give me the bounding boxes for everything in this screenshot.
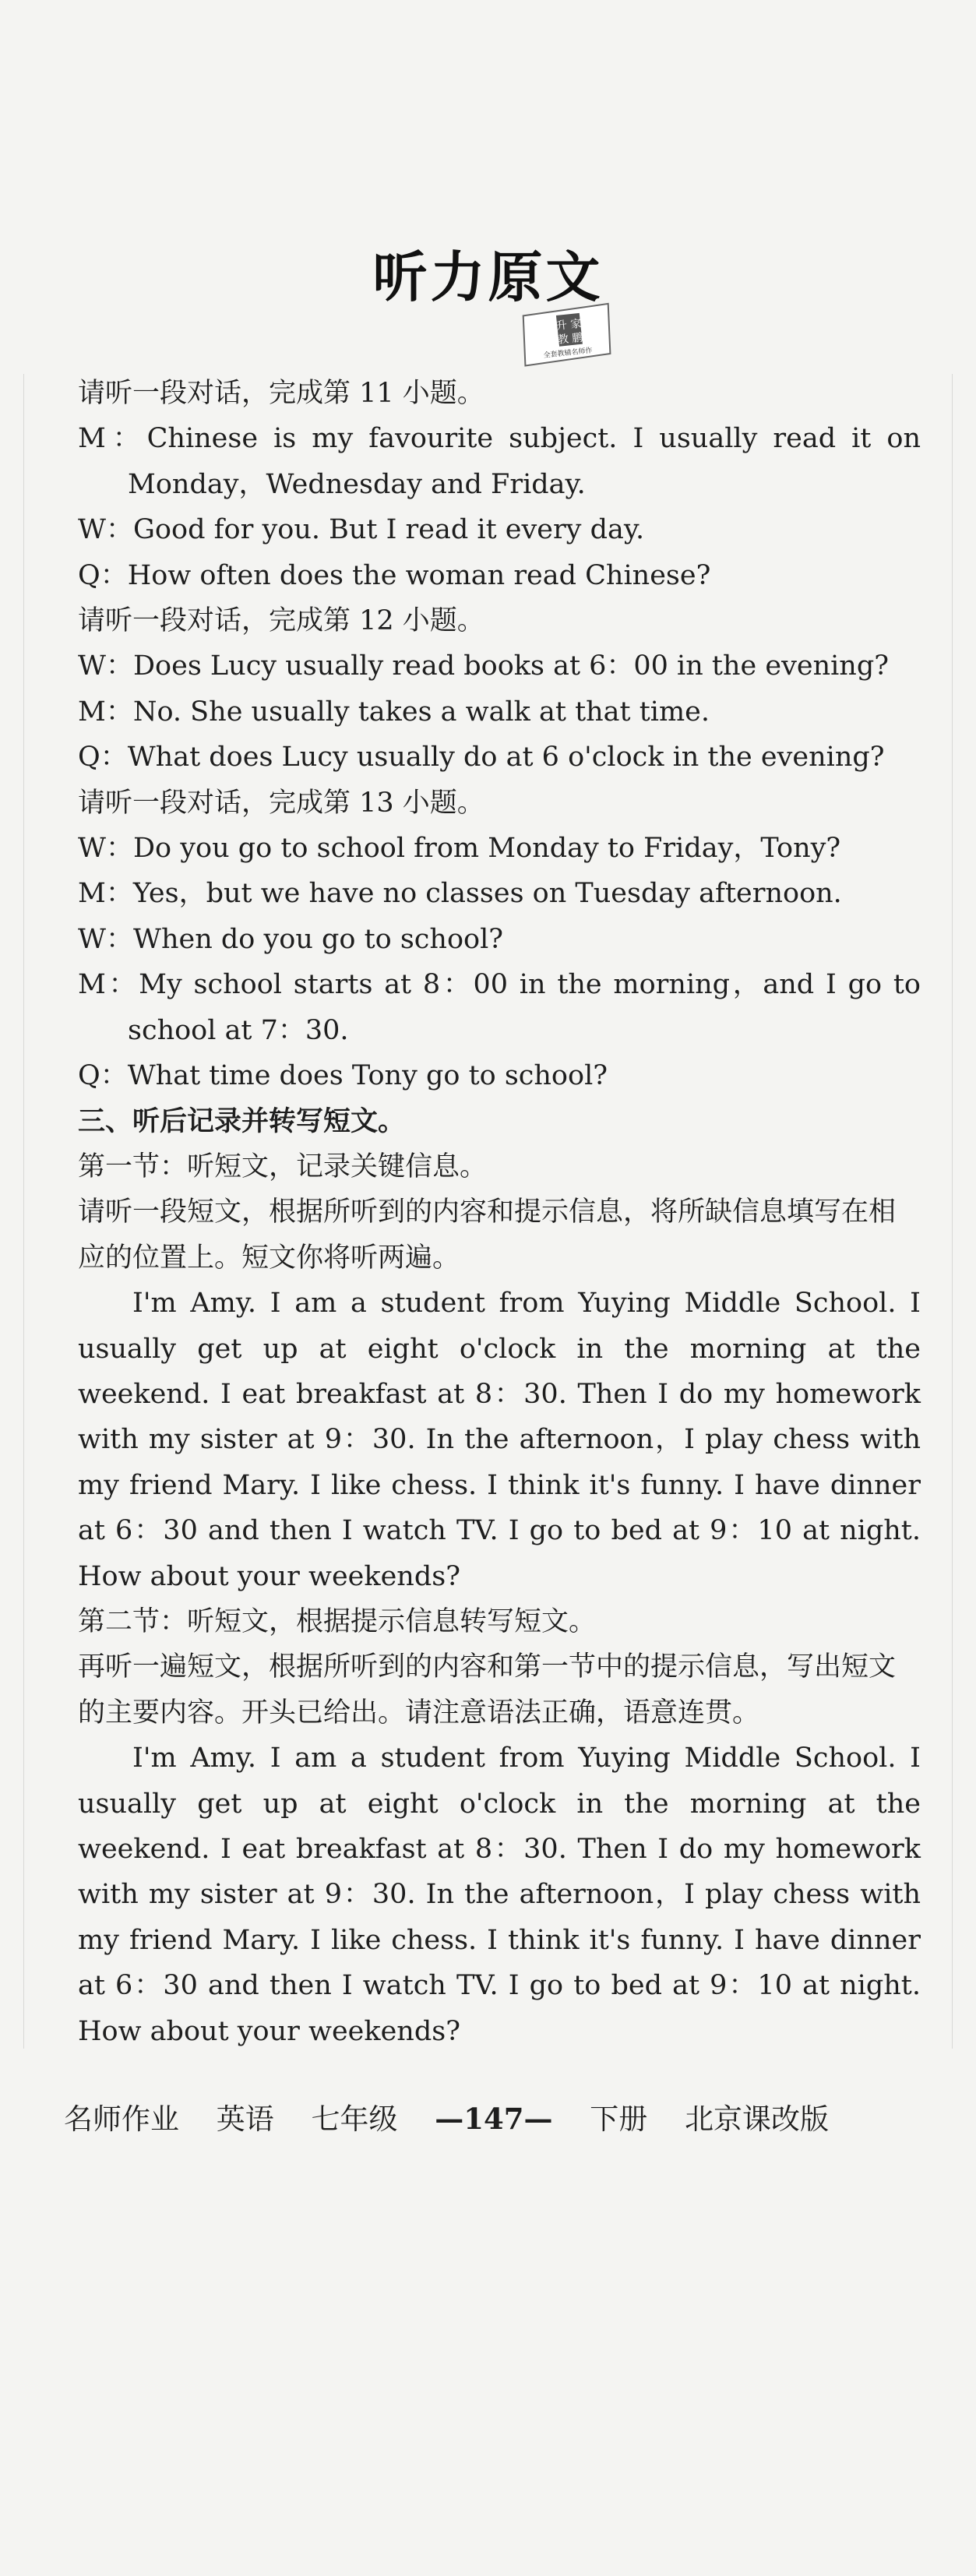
section-heading: 三、听后记录并转写短文。 — [78, 1105, 406, 1137]
question-line: Q：How often does the woman read Chinese? — [78, 559, 711, 591]
stamp-line2: 教 鹏 — [557, 331, 584, 347]
question-line: Q：What time does Tony go to school? — [78, 1060, 608, 1092]
dialogue-line: W：When do you go to school? — [78, 923, 504, 955]
dialogue-line: W：Does Lucy usually read books at 6：00 in the evening? — [78, 650, 890, 682]
dialogue-line: M：No. She usually takes a walk at that time. — [78, 696, 710, 728]
footer-edition: 北京课改版 — [685, 2102, 830, 2136]
page-number: —147— — [435, 2102, 553, 2136]
footer-series: 名师作业 — [64, 2102, 179, 2136]
dialogue-line: W：Do you go to school from Monday to Friday，Tony? — [78, 833, 841, 865]
passage-paragraph: I'm Amy. I am a student from Yuying Middle School. I usually get up at eight o'clock in the morning at the weekend. I eat breakfast at 8：30. Then I do my homework with my sister at 9：30. In the afternoon，I play chess with my friend Mary. I like chess. I think it's funny. I have dinner at 6：30 and then I watch TV. I go to bed at 9：10 at night. How about your weekends? — [78, 1288, 921, 1592]
subsection-heading: 第一节：听短文，记录关键信息。 — [78, 1151, 488, 1182]
passage-paragraph: I'm Amy. I am a student from Yuying Middle School. I usually get up at eight o'clock in the morning at the weekend. I eat breakfast at 8：30. Then I do my homework with my sister at 9：30. In the afternoon，I play chess with my friend Mary. I like chess. I think it's funny. I have dinner at 6：30 and then I watch TV. I go to bed at 9：10 at night. How about your weekends? — [78, 1743, 921, 2047]
dialogue-line: W：Good for you. But I read it every day. — [78, 514, 645, 546]
publisher-stamp-icon — [507, 298, 622, 378]
page-title: 听力原文 — [372, 245, 604, 309]
question-line: Q：What does Lucy usually do at 6 o'clock in the evening? — [78, 742, 885, 774]
page-footer — [64, 2095, 921, 2137]
instruction-line: 请听一段对话，完成第 12 小题。 — [78, 605, 484, 637]
left-margin-rule — [23, 374, 24, 2049]
instruction-paragraph: 请听一段短文，根据所听到的内容和提示信息，将所缺信息填写在相应的位置上。短文你将听两遍。 — [78, 1196, 897, 1274]
subsection-heading: 第二节：听短文，根据提示信息转写短文。 — [78, 1605, 597, 1637]
stamp-caption: 全套教辅名师作 — [543, 347, 593, 360]
stamp-line1: 升 家 — [555, 317, 583, 333]
dialogue-line: M：Yes，but we have no classes on Tuesday afternoon. — [78, 878, 842, 910]
listening-script — [78, 371, 921, 2054]
footer-volume: 下册 — [590, 2102, 648, 2136]
instruction-line: 请听一段对话，完成第 13 小题。 — [78, 787, 484, 819]
instruction-paragraph: 再听一遍短文，根据所听到的内容和第一节中的提示信息，写出短文的主要内容。开头已给出。请注意语法正确，语意连贯。 — [78, 1651, 897, 1728]
footer-grade: 七年级 — [311, 2102, 398, 2136]
dialogue-line: M：My school starts at 8：00 in the morning，and I go to school at 7：30. — [78, 969, 921, 1046]
footer-subject: 英语 — [216, 2102, 274, 2136]
dialogue-line: M：Chinese is my favourite subject. I usually read it on Monday，Wednesday and Friday. — [78, 423, 921, 500]
instruction-line: 请听一段对话，完成第 11 小题。 — [78, 378, 484, 409]
right-margin-rule — [952, 374, 953, 2049]
